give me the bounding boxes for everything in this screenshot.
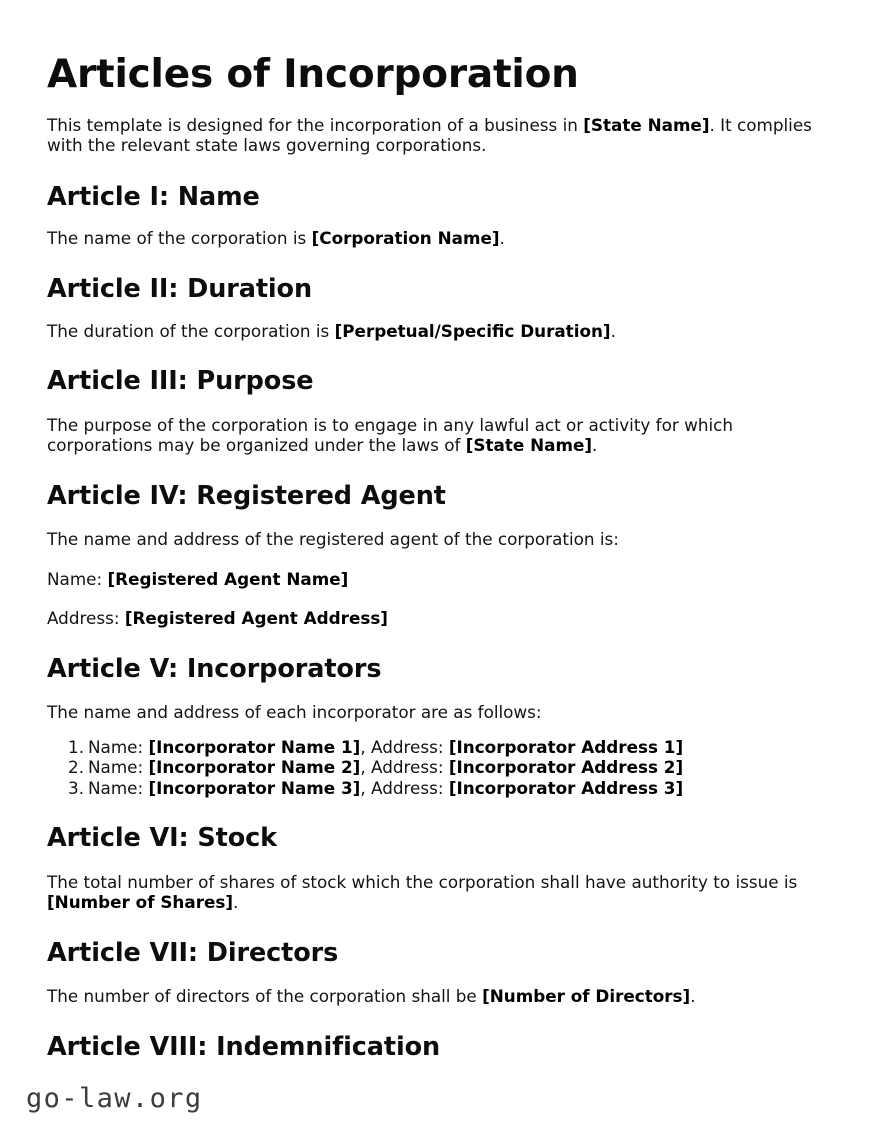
incorporator-3-separator: ,: [360, 777, 372, 798]
incorporator-3-name-label: Name:: [88, 777, 149, 798]
placeholder-incorporator-address-2: [Incorporator Address 2]: [448, 757, 684, 778]
intro-text-prefix: This template is designed for the incorporation of a business in: [47, 114, 584, 135]
registered-agent-name-line: [47, 550, 822, 590]
placeholder-registered-agent-name: [Registered Agent Name]: [107, 568, 349, 589]
list-item: [47, 737, 822, 758]
heading-article-vi: Article VI: Stock: [47, 823, 278, 854]
placeholder-incorporator-name-3: [Incorporator Name 3]: [148, 777, 361, 798]
article-iii-suffix: .: [592, 435, 598, 456]
incorporator-1-separator: ,: [360, 736, 372, 757]
placeholder-state-name-purpose: [State Name]: [465, 435, 593, 456]
incorporator-2-name-label: Name:: [88, 757, 149, 778]
heading-article-vii: Article VII: Directors: [47, 937, 339, 968]
article-vii-suffix: .: [690, 986, 696, 1007]
incorporator-list: [47, 723, 822, 799]
registered-agent-address-line: [47, 589, 822, 629]
placeholder-incorporator-address-1: [Incorporator Address 1]: [448, 736, 684, 757]
placeholder-number-of-directors: [Number of Directors]: [482, 986, 691, 1007]
placeholder-duration: [Perpetual/Specific Duration]: [334, 320, 611, 341]
placeholder-number-of-shares: [Number of Shares]: [47, 892, 234, 913]
intro-text-suffix: . It complies with the relevant state laws governing corporations.: [47, 114, 812, 156]
body-article-vii: [47, 967, 822, 1007]
list-item: [47, 757, 822, 778]
heading-article-iv: Article IV: Registered Agent: [47, 480, 446, 511]
incorporator-3-address-label: Address:: [371, 777, 449, 798]
article-vii-prefix: The number of directors of the corporation shall be: [47, 986, 483, 1007]
placeholder-state-name: [State Name]: [583, 114, 710, 135]
body-article-iii: [47, 396, 822, 456]
article-vi-prefix: The total number of shares of stock which the corporation shall have authority to issue is: [47, 871, 798, 892]
article-ii-prefix: The duration of the corporation is: [47, 320, 335, 341]
incorporator-1-address-label: Address:: [371, 736, 449, 757]
article-i-suffix: .: [499, 228, 505, 249]
article-vi-suffix: .: [233, 892, 239, 913]
heading-article-v: Article V: Incorporators: [47, 653, 382, 684]
placeholder-registered-agent-address: [Registered Agent Address]: [124, 608, 388, 629]
incorporator-2-separator: ,: [360, 757, 372, 778]
body-article-vi: [47, 853, 822, 913]
registered-agent-name-label: Name:: [47, 568, 108, 589]
body-article-iv: The name and address of the registered agent of the corporation is:: [47, 529, 619, 550]
article-i-prefix: The name of the corporation is: [47, 228, 312, 249]
heading-article-viii: Article VIII: Indemnification: [47, 1031, 441, 1062]
body-article-v: The name and address of each incorporator are as follows:: [47, 702, 542, 723]
body-article-i: [47, 211, 822, 249]
intro-paragraph: [47, 96, 822, 156]
placeholder-incorporator-address-3: [Incorporator Address 3]: [448, 777, 684, 798]
incorporator-2-address-label: Address:: [371, 757, 449, 778]
heading-article-iii: Article III: Purpose: [47, 366, 314, 397]
placeholder-corporation-name: [Corporation Name]: [311, 228, 500, 249]
article-ii-suffix: .: [610, 320, 616, 341]
body-article-ii: [47, 304, 822, 342]
incorporator-1-name-label: Name:: [88, 736, 149, 757]
registered-agent-address-label: Address:: [47, 608, 125, 629]
footer-watermark: go-law.org: [26, 1083, 203, 1114]
placeholder-incorporator-name-2: [Incorporator Name 2]: [148, 757, 361, 778]
list-item: [47, 778, 822, 799]
heading-article-ii: Article II: Duration: [47, 273, 313, 304]
placeholder-incorporator-name-1: [Incorporator Name 1]: [148, 736, 361, 757]
heading-article-i: Article I: Name: [47, 181, 260, 212]
article-iii-prefix: The purpose of the corporation is to engage in any lawful act or activity for which corporations may be organized under the laws of: [47, 414, 733, 456]
page-title: Articles of Incorporation: [47, 52, 579, 97]
